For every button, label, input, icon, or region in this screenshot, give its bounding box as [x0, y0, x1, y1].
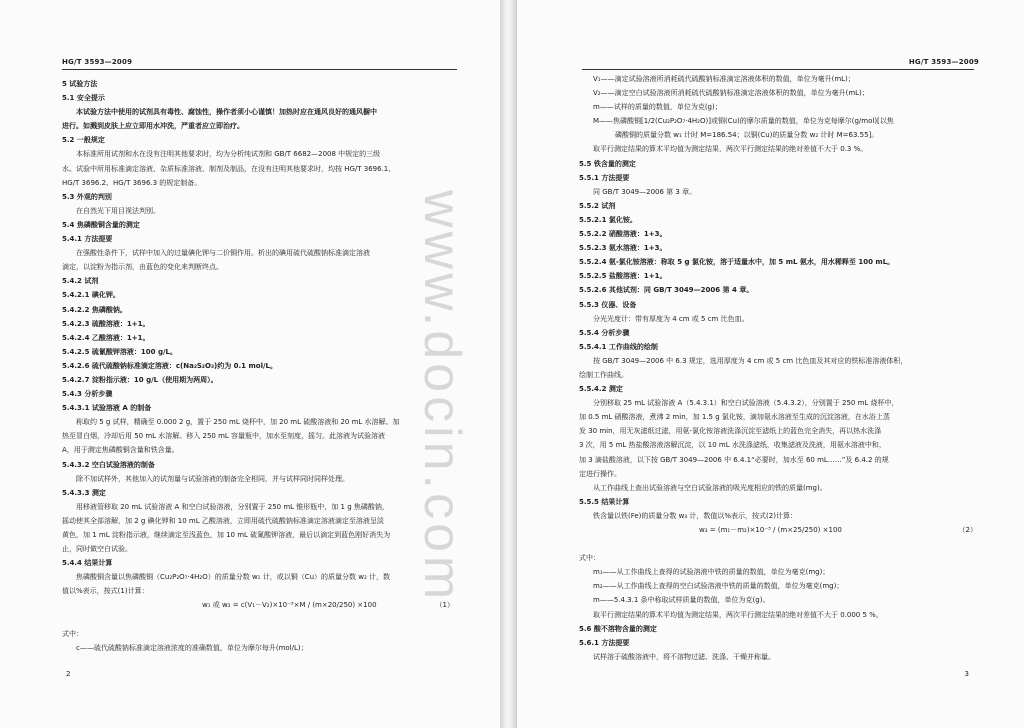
line-text: 5.4.2.7 淀粉指示液：10 g/L（使用期为两周）。 [62, 375, 218, 384]
line-text: 5.5.2.3 氨水溶液：1+3。 [579, 244, 667, 253]
section-heading [579, 340, 977, 354]
line-text: 5.5.2.6 其他试剂：同 GB/T 3049—2006 第 4 章。 [579, 286, 754, 295]
text-line [579, 565, 977, 579]
line-text: 在强酸性条件下，试样中加入的过量碘化钾与二价铜作用。析出的碘用硫代硫酸钠标准滴定溶液 [76, 249, 370, 258]
line-text: m₂——从工作曲线上查得的空白试验溶液中铁的质量的数值，单位为毫克(mg)； [593, 582, 844, 591]
section-heading [62, 345, 454, 359]
header-rule [62, 69, 457, 70]
text-line [62, 641, 454, 655]
section-heading [62, 190, 454, 204]
page-body [62, 77, 454, 655]
section-heading [579, 636, 977, 650]
book-gutter [500, 0, 516, 728]
line-text: 进行。如溅到皮肤上应立即用水冲洗，严重者应立即治疗。 [62, 122, 244, 131]
line-text: 发 30 min，用无灰滤纸过滤，用氨-氯化铵溶液洗涤沉淀至滤纸上的蓝色完全消失，再以热水洗涤 [579, 427, 882, 436]
text-line [579, 142, 977, 156]
line-text: V₁——滴定试验溶液所消耗硫代硫酸钠标准滴定溶液体积的数值，单位为毫升(mL)； [593, 75, 855, 83]
text-line [62, 514, 454, 528]
line-text: c——硫代硫酸钠标准滴定溶液浓度的准确数值，单位为摩尔每升(mol/L)； [76, 643, 308, 652]
text-line [579, 86, 977, 100]
section-heading [62, 556, 454, 570]
line-text: 从工作曲线上查出试验溶液与空白试验溶液的吸光度相应的铁的质量(mg)。 [593, 483, 827, 492]
section-heading [62, 91, 454, 105]
section-heading [579, 326, 977, 340]
line-text: 铁含量以铁(Fe)的质量分数 w₃ 计，数值以%表示，按式(2)计算： [593, 511, 797, 520]
text-line [579, 354, 977, 368]
text-line [62, 570, 454, 584]
line-text: M——焦磷酸铜[1/2(Cu₂P₂O₇·4H₂O)]或铜(Cu)的摩尔质量的数值，单位为克每摩尔(g/mol)[以焦 [593, 117, 894, 126]
section-heading [579, 213, 977, 227]
text-line [579, 523, 977, 537]
header-rule [582, 69, 974, 70]
line-text: 分光光度计：带有厚度为 4 cm 或 5 cm 比色皿。 [593, 314, 749, 323]
line-text: 定进行操作。 [579, 469, 621, 478]
line-text: 5.4.3.3 测定 [62, 488, 106, 497]
line-text: 5.4 焦磷酸铜含量的测定 [62, 220, 140, 229]
line-text: 5.5.2.2 硝酸溶液：1+3。 [579, 230, 667, 239]
section-heading [62, 387, 454, 401]
section-heading [62, 105, 454, 119]
line-text: HG/T 3696.2、HG/T 3696.3 的规定制备。 [62, 178, 202, 187]
section-heading [579, 298, 977, 312]
section-heading [579, 495, 977, 509]
section-heading [579, 255, 977, 269]
text-line [62, 246, 454, 260]
text-line [579, 509, 977, 523]
text-line [62, 429, 454, 443]
section-heading [62, 401, 454, 415]
line-text: 5.4.1 方法提要 [62, 235, 113, 244]
text-line [579, 467, 977, 481]
line-text: 5.2 一般规定 [62, 136, 105, 145]
line-text: 5.6 酸不溶物含量的测定 [579, 624, 657, 633]
section-heading [62, 77, 454, 91]
line-text: 水。试验中所用标准滴定溶液、杂质标准溶液、制剂及制品，在没有注明其他要求时，均按 HG/T 3696.1、 [62, 164, 396, 173]
text-line [62, 528, 454, 542]
line-text: 5.5.4 分析步骤 [579, 328, 630, 337]
text-line [579, 481, 977, 495]
section-heading [62, 317, 454, 331]
line-text: 5.4.3.1 试验溶液 A 的制备 [62, 404, 152, 413]
text-line [62, 627, 454, 641]
line-text: 5.5.2.1 氯化铵。 [579, 215, 637, 224]
section-heading [62, 486, 454, 500]
line-text: 焦磷酸铜含量以焦磷酸铜（Cu₂P₂O₇·4H₂O）的质量分数 w₁ 计，或以铜（Cu）的质量分数 w₂ 计，数 [76, 573, 391, 582]
line-text: 式中： [579, 554, 600, 563]
line-text: 黄色，加 1 mL 淀粉指示液，继续滴定至浅蓝色，加 10 mL 硫氰酸钾溶液，最后以滴定到蓝色刚好消失为 [62, 531, 391, 539]
line-text: V₂——滴定空白试验溶液所消耗硫代硫酸钠标准滴定溶液体积的数值，单位为毫升(mL)； [593, 89, 869, 98]
line-text: 5.4.2.5 硫氰酸钾溶液：100 g/L。 [62, 347, 177, 356]
text-line [579, 185, 977, 199]
section-heading [62, 133, 454, 147]
line-text: A，用于测定焦磷酸铜含量和铁含量。 [62, 446, 179, 455]
text-line [579, 453, 977, 467]
section-heading [62, 232, 454, 246]
section-heading [62, 373, 454, 387]
text-line [62, 415, 454, 429]
text-line [579, 128, 977, 142]
line-text: 同 GB/T 3049—2006 第 3 章。 [593, 187, 697, 196]
section-heading [579, 157, 977, 171]
text-line [579, 424, 977, 438]
section-heading [579, 171, 977, 185]
text-line [579, 551, 977, 565]
text-line [62, 472, 454, 486]
section-heading [579, 283, 977, 297]
line-text: 式中： [62, 629, 83, 638]
left-page [0, 0, 501, 728]
line-text: 绘制工作曲线。 [579, 370, 628, 379]
text-line [62, 584, 454, 598]
section-heading [579, 227, 977, 241]
line-text: 5.5 铁含量的测定 [579, 159, 636, 168]
line-text: 按 GB/T 3049—2006 中 6.3 规定，选用厚度为 4 cm 或 5 cm 比色皿及其对应的铁标准溶液体积， [593, 356, 908, 365]
text-line [62, 260, 454, 274]
line-text: 加 3 滴盐酸溶液，以下按 GB/T 3049—2006 中 6.4.1“必要时，加水至 60 mL……”及 6.4.2 的规 [579, 455, 889, 464]
equation-number: （2） [958, 526, 977, 534]
text-line [62, 204, 454, 218]
line-text: 5.5.4.1 工作曲线的绘制 [579, 342, 658, 351]
line-text: 5.5.3 仪器、设备 [579, 300, 637, 309]
line-text: 摇动使其全部溶解，加 2 g 碘化钾和 10 mL 乙酸溶液，立即用硫代硫酸钠标准滴定溶液滴定至溶液呈淡 [62, 516, 384, 525]
right-page [516, 0, 1024, 728]
line-text: 在自然光下用目视法判别。 [76, 206, 160, 215]
line-text: 5.5.2.5 盐酸溶液：1+1。 [579, 272, 667, 281]
equation-number: （1） [435, 601, 454, 610]
text-line [62, 500, 454, 514]
text-line [579, 100, 977, 114]
text-line [62, 598, 454, 612]
text-line [62, 162, 454, 176]
section-heading [62, 331, 454, 345]
line-text: 5.5.1 方法提要 [579, 173, 630, 182]
line-text: 本标准所用试剂和水在没有注明其他要求时，均为分析纯试剂和 GB/T 6682—2008 中规定的三级 [76, 150, 381, 159]
line-text: 止，同时做空白试验。 [62, 545, 132, 554]
text-line [579, 410, 977, 424]
page-header: HG/T 3593—2009 [908, 58, 979, 66]
line-text: 3 次，用 5 mL 热盐酸溶液溶解沉淀，以 10 mL 水洗涤滤纸，收集滤液及洗液，用氨水溶液中和， [579, 441, 886, 450]
section-heading [62, 303, 454, 317]
text-line [579, 368, 977, 382]
text-line [62, 176, 454, 190]
line-text: 5.4.2 试剂 [62, 277, 99, 286]
page-header: HG/T 3593—2009 [62, 58, 133, 66]
text-line [62, 443, 454, 457]
line-text: 本试验方法中使用的试剂具有毒性、腐蚀性，操作者须小心谨慎！加热时应在通风良好的通风橱中 [76, 108, 377, 117]
page-body [579, 72, 977, 664]
line-text: 5.4.3.2 空白试验溶液的制备 [62, 460, 155, 469]
text-line [62, 613, 454, 627]
line-text: 5.4.2.1 碘化钾。 [62, 291, 120, 300]
line-text: 取平行测定结果的算术平均值为测定结果，两次平行测定结果的绝对差值不大于 0.3 %。 [593, 145, 868, 154]
line-text: m——5.4.3.1 条中称取试样质量的数值，单位为克(g)。 [593, 596, 770, 605]
line-text: 分别移取 25 mL 试验溶液 A（5.4.3.1）和空白试验溶液（5.4.3.2），分别置于 250 mL 烧杯中， [593, 399, 899, 408]
line-text: 5.4.2.6 硫代硫酸钠标准滴定溶液：c(Na₂S₂O₃)约为 0.1 mol/L。 [62, 361, 278, 370]
line-text: 5.5.2 试剂 [579, 201, 616, 210]
line-text: m——试样的质量的数值，单位为克(g)； [593, 103, 722, 112]
line-text: 除不加试样外，其他加入的试剂量与试验溶液的制备完全相同，并与试样同时同样处理。 [76, 474, 349, 483]
text-line [579, 114, 977, 128]
line-text: 5.4.4 结果计算 [62, 559, 113, 568]
line-text: 5.4.3 分析步骤 [62, 390, 113, 399]
text-line [579, 593, 977, 607]
section-heading [62, 218, 454, 232]
text-line [579, 312, 977, 326]
text-line [579, 608, 977, 622]
line-text: 5.5.4.2 测定 [579, 385, 623, 394]
section-heading [62, 288, 454, 302]
section-heading [62, 274, 454, 288]
line-text: m₁——从工作曲线上查得的试验溶液中铁的质量的数值，单位为毫克(mg)； [593, 568, 830, 577]
section-heading [579, 269, 977, 283]
line-text: 磷酸铜的质量分数 w₁ 计时 M=186.54；以铜(Cu)的质量分数 w₂ 计时 M=63.55]。 [615, 131, 879, 140]
section-heading [62, 458, 454, 472]
text-line [62, 542, 454, 556]
line-text: 5.4.2.4 乙酸溶液：1+1。 [62, 333, 150, 342]
section-heading [62, 119, 454, 133]
page-number: 2 [66, 670, 71, 678]
text-line [579, 396, 977, 410]
line-text: 热至冒白烟，冷却后用 50 mL 水溶解。移入 250 mL 容量瓶中，加水至刻度，摇匀。此溶液为试验溶液 [62, 432, 386, 441]
line-text: 5.5.2.4 氨-氯化铵溶液：称取 5 g 氯化铵，溶于适量水中，加 5 mL 氨水，用水稀释至 100 mL。 [579, 258, 895, 267]
text-line [579, 438, 977, 452]
line-text: 加 0.5 mL 硝酸溶液，煮沸 2 min，加 1.5 g 氯化铵，滴加氨水溶液至生成的沉淀溶液，在水浴上蒸 [579, 413, 890, 422]
page-number: 3 [964, 670, 969, 678]
line-text: 用移液管移取 20 mL 试验溶液 A 和空白试验溶液，分别置于 250 mL 锥形瓶中，加 1 g 焦磷酸钠， [76, 502, 389, 511]
section-heading [579, 241, 977, 255]
line-text: 试样溶于硫酸溶液中，将不溶物过滤、洗涤、干燥并称量。 [593, 652, 775, 661]
line-text: w₃ = (m₁－m₂)×10⁻³ / (m×25/250) ×100 [699, 526, 842, 534]
line-text: 5 试验方法 [62, 80, 98, 88]
line-text: 称取约 5 g 试样，精确至 0.000 2 g，置于 250 mL 烧杯中，加 20 mL 硫酸溶液和 20 mL 水溶解。加 [76, 418, 400, 427]
section-heading [579, 382, 977, 396]
line-text: 5.5.5 结果计算 [579, 497, 630, 506]
line-text: w₁ 或 w₂ = c(V₁－V₂)×10⁻³×M / (m×20/250) ×100 [202, 601, 377, 610]
line-text: 5.4.2.2 焦磷酸钠。 [62, 305, 127, 314]
section-heading [62, 359, 454, 373]
line-text: 值以%表示，按式(1)计算： [62, 587, 149, 596]
text-line [579, 537, 977, 551]
text-line [579, 72, 977, 86]
section-heading [579, 199, 977, 213]
text-line [579, 650, 977, 664]
line-text: 5.3 外观的判别 [62, 192, 112, 201]
line-text: 5.6.1 方法提要 [579, 638, 630, 647]
section-heading [579, 622, 977, 636]
text-line [62, 147, 454, 161]
line-text: 5.4.2.3 硫酸溶液：1+1。 [62, 319, 150, 328]
watermark-text: www.docin.com [413, 190, 471, 604]
line-text: 滴定，以淀粉为指示剂，由蓝色的变化来判断终点。 [62, 263, 223, 272]
line-text: 5.1 安全提示 [62, 94, 105, 103]
text-line [579, 579, 977, 593]
line-text: 取平行测定结果的算术平均值为测定结果，两次平行测定结果的绝对差值不大于 0.000 5 %。 [593, 610, 883, 619]
